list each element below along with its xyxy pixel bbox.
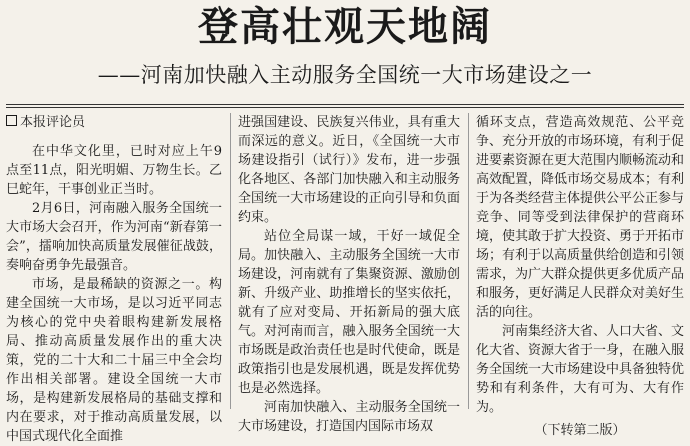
byline xyxy=(6,113,222,132)
column-separator xyxy=(230,113,231,409)
article-column-1 xyxy=(6,113,222,444)
square-box-icon xyxy=(6,115,17,126)
article-column-3 xyxy=(476,113,685,438)
headline: 登高壮观天地阔 xyxy=(198,3,492,50)
paragraph: 市场，是最稀缺的资源之一。构建全国统一大市场，是以习近平同志为核心的党中央着眼构建新发展格局、推动高质量发展作出的重大决策，党的二十大和二十届三中全会均作出相关部署。建设全国统一大市场，是构建新发展格局的基础支撑和内在要求，对于推动高质量发展，以中国式现代化全面推 xyxy=(6,277,222,444)
paragraph: 进强国建设、民族复兴伟业，具有重大而深远的意义。近日，《全国统一大市场建设指引（试行）》发布，进一步强化各地区、各部门加快融入和主动服务全国统一大市场建设的正向引导和负面约束。 xyxy=(238,115,460,225)
paragraph: 循环支点，营造高效规范、公平竞争、充分开放的市场环境，有利于促进要素资源在更大范围内顺畅流动和高效配置，降低市场交易成本；有利于为各类经营主体提供公平公正参与竞争、同等受到法律保护的营商环境，使其敢于扩大投资、勇于开拓市场；有利于以高质量供给创造和引领需求，为广大群众提供更多优质产品和服务，更好满足人民群众对美好生活的向往。 xyxy=(476,115,685,320)
paragraph: 站位全局谋一域，干好一域促全局。加快融入、主动服务全国统一大市场建设，河南就有了集聚资源、激励创新、升级产业、助推增长的坚实依托，就有了应对变局、开拓新局的强大底气。对河南而言，融入服务全国统一大市场既是政治责任也是时代使命，既是政策指引也是发展机遇，既是发挥优势也是必然选择。 xyxy=(238,229,460,396)
paragraph: 2月6日，河南融入服务全国统一大市场大会召开，作为河南“新春第一会”，擂响加快高质量发展催征战鼓，奏响奋勇争先最强音。 xyxy=(6,201,222,273)
paragraph: 河南加快融入、主动服务全国统一大市场建设，打造国内国际市场双 xyxy=(238,400,460,434)
byline-text: 本报评论员 xyxy=(20,115,86,130)
continued-notice: （下转第二版） xyxy=(534,423,626,438)
paragraph: 在中华文化里，已时对应上午9点至11点，阳光明媚、万物生长。乙巳蛇年，干事创业正当时。 xyxy=(6,144,222,197)
divider-rule xyxy=(6,104,684,105)
paragraph: 河南集经济大省、人口大省、文化大省、资源大省于一身，在融入服务全国统一大市场建设中具备独特优势和有利条件，大有可为、大有作为。 xyxy=(476,324,685,415)
article-column-2 xyxy=(238,113,460,434)
column-separator xyxy=(468,113,469,409)
divider-rule xyxy=(6,107,684,108)
subheadline: ——河南加快融入主动服务全国统一大市场建设之一 xyxy=(97,63,593,87)
